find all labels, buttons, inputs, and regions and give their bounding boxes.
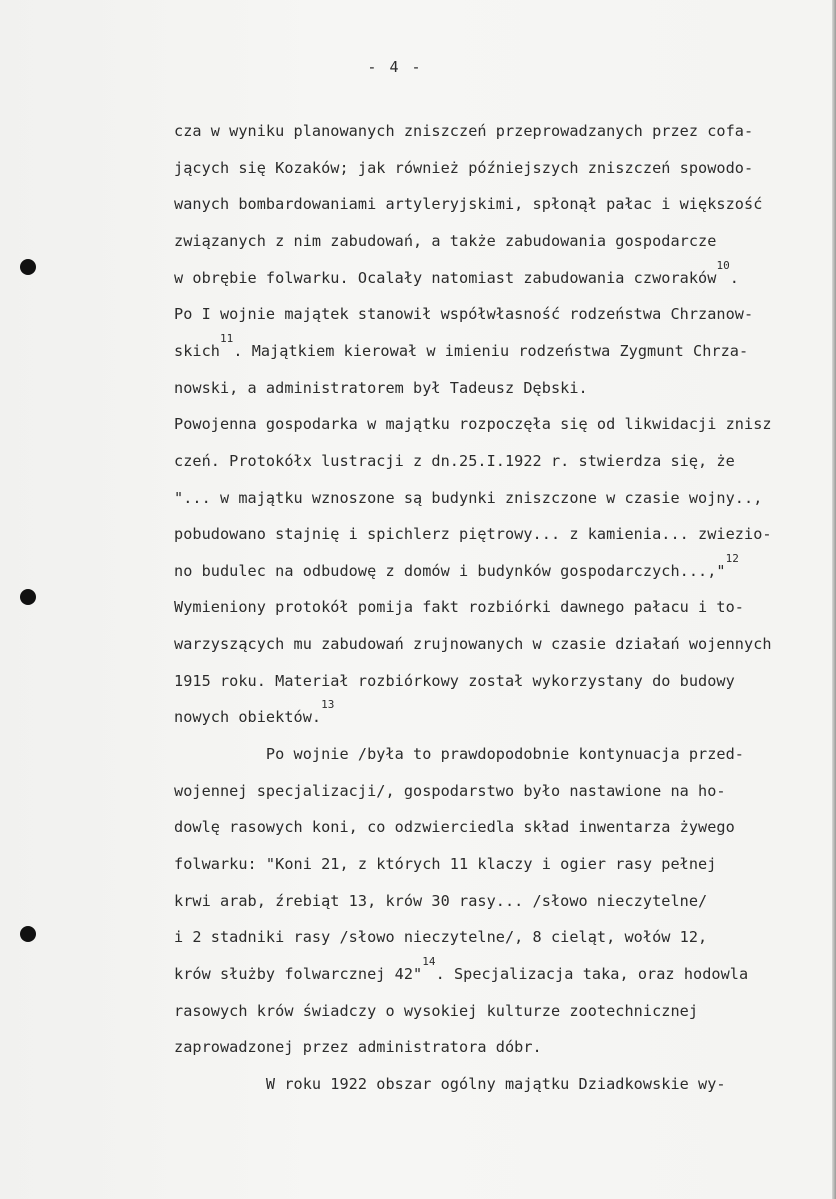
text-line bbox=[174, 634, 772, 654]
line-text: Powojenna gospodarka w majątku rozpoczęła się od likwidacji znisz bbox=[174, 415, 772, 433]
line-text: nowych obiektów. bbox=[174, 708, 322, 726]
line-text: Po I wojnie majątek stanowił współwłasność rodzeństwa Chrzanow- bbox=[174, 305, 754, 323]
line-text: dowlę rasowych koni, co odzwierciedla skład inwentarza żywego bbox=[174, 818, 735, 836]
line-text: warzyszących mu zabudowań zrujnowanych w czasie działań wojennych bbox=[174, 635, 772, 653]
line-text: związanych z nim zabudowań, a także zabudowania gospodarcze bbox=[174, 232, 717, 250]
line-text: no budulec na odbudowę z domów i budynków gospodarczych...," bbox=[174, 562, 726, 580]
text-line bbox=[174, 817, 735, 837]
page-number: - 4 - bbox=[367, 58, 423, 76]
text-line bbox=[174, 524, 772, 544]
text-line bbox=[174, 451, 735, 471]
text-line bbox=[174, 781, 726, 801]
line-text: wanych bombardowaniami artyleryjskimi, spłonął pałac i większość bbox=[174, 195, 763, 213]
line-text: wojennej specjalizacji/, gospodarstwo było nastawione na ho- bbox=[174, 782, 726, 800]
text-line bbox=[174, 121, 753, 141]
line-text: W roku 1922 obszar ogólny majątku Dziadkowskie wy- bbox=[174, 1075, 726, 1093]
footnote-marker: 13 bbox=[321, 698, 335, 711]
text-line bbox=[174, 194, 762, 214]
text-line bbox=[174, 955, 749, 984]
text-line bbox=[174, 927, 707, 947]
footnote-marker: 14 bbox=[422, 955, 436, 968]
line-text: skich bbox=[174, 342, 220, 360]
punch-hole bbox=[20, 589, 36, 605]
text-line bbox=[174, 1037, 542, 1057]
line-text: jących się Kozaków; jak również późniejszych zniszczeń spowodo- bbox=[174, 159, 754, 177]
line-text: czeń. Protokółx lustracji z dn.25.I.1922 r. stwierdza się, że bbox=[174, 452, 735, 470]
line-text: krwi arab, źrebiąt 13, krów 30 rasy... /słowo nieczytelne/ bbox=[174, 892, 708, 910]
line-text: zaprowadzonej przez administratora dóbr. bbox=[174, 1038, 542, 1056]
punch-hole bbox=[20, 259, 36, 275]
line-text: pobudowano stajnię i spichlerz piętrowy... z kamienia... zwiezio- bbox=[174, 525, 772, 543]
line-text: w obrębie folwarku. Ocalały natomiast zabudowania czworaków bbox=[174, 269, 717, 287]
punch-hole bbox=[20, 926, 36, 942]
text-line bbox=[174, 891, 707, 911]
line-text-continued: . bbox=[729, 269, 739, 287]
line-text-continued: . Specjalizacja taka, oraz hodowla bbox=[435, 965, 749, 983]
page-edge-shadow bbox=[832, 0, 836, 1199]
text-line bbox=[174, 854, 716, 874]
line-text: folwarku: "Koni 21, z których 11 klaczy i ogier rasy pełnej bbox=[174, 855, 717, 873]
text-line bbox=[174, 1001, 698, 1021]
text-line bbox=[174, 158, 753, 178]
footnote-marker: 12 bbox=[725, 552, 739, 565]
text-line bbox=[174, 1074, 726, 1094]
line-text-continued: . Majątkiem kierował w imieniu rodzeństwa Zygmunt Chrza- bbox=[233, 342, 749, 360]
text-line bbox=[174, 597, 744, 617]
line-text: krów służby folwarcznej 42" bbox=[174, 965, 423, 983]
text-line bbox=[174, 231, 716, 251]
line-text: nowski, a administratorem był Tadeusz Dębski. bbox=[174, 379, 588, 397]
line-text: 1915 roku. Materiał rozbiórkowy został wykorzystany do budowy bbox=[174, 672, 735, 690]
line-text: i 2 stadniki rasy /słowo nieczytelne/, 8 cieląt, wołów 12, bbox=[174, 928, 708, 946]
footnote-marker: 11 bbox=[219, 332, 234, 345]
line-text: "... w majątku wznoszone są budynki zniszczone w czasie wojny.., bbox=[174, 489, 763, 507]
line-text: Wymieniony protokół pomija fakt rozbiórki dawnego pałacu i to- bbox=[174, 598, 745, 616]
text-line bbox=[174, 378, 588, 398]
text-line bbox=[174, 744, 744, 764]
text-line bbox=[174, 414, 772, 434]
line-text: Po wojnie /była to prawdopodobnie kontynuacja przed- bbox=[174, 745, 745, 763]
line-text: rasowych krów świadczy o wysokiej kulturze zootechnicznej bbox=[174, 1002, 699, 1020]
line-text: cza w wyniku planowanych zniszczeń przeprowadzanych przez cofa- bbox=[174, 122, 754, 140]
text-line bbox=[174, 304, 753, 324]
text-line bbox=[174, 552, 739, 581]
text-line bbox=[174, 488, 762, 508]
text-line bbox=[174, 671, 735, 691]
text-line bbox=[174, 698, 335, 727]
text-line bbox=[174, 259, 739, 288]
footnote-marker: 10 bbox=[716, 259, 730, 272]
text-line bbox=[174, 332, 749, 361]
